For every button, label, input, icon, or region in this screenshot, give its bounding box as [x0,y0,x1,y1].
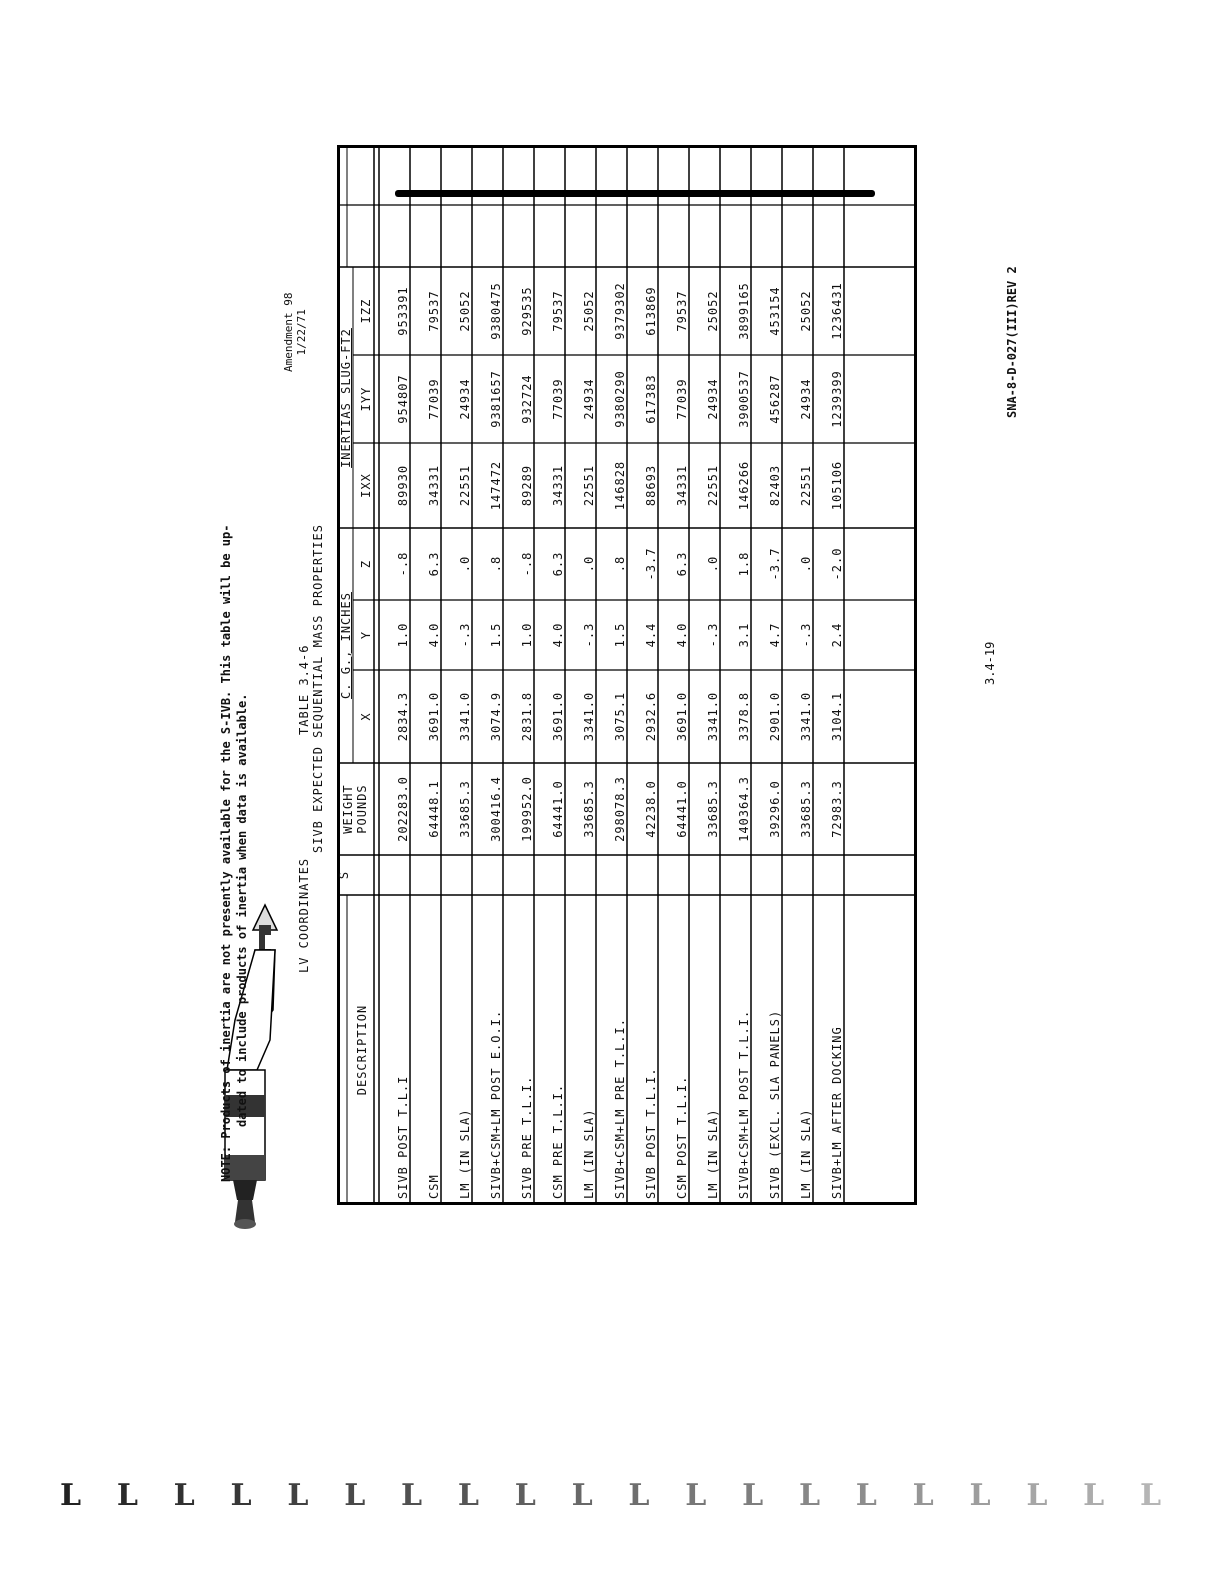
header-s: S [337,870,351,880]
edge-mark: L [173,1478,195,1513]
cell-y: -.3 [582,622,596,648]
header-y: Y [359,630,373,640]
cell-description: CSM [427,1174,441,1199]
cell-description: LM (IN SLA) [799,1108,813,1199]
cell-y: 4.0 [675,622,689,648]
cell-description: SIVB+CSM+LM PRE T.L.I. [613,1018,627,1199]
page-number: 3.4-19 [983,641,997,685]
edge-mark: L [742,1478,764,1513]
cell-weight: 64441.0 [675,780,689,838]
edge-mark: L [116,1478,138,1513]
cell-iyy: 9380290 [613,370,627,428]
cell-weight: 202283.0 [396,776,410,842]
edge-mark: L [685,1478,707,1513]
cell-weight: 300416.4 [489,776,503,842]
edge-mark: L [1140,1478,1162,1513]
cell-ixx: 22551 [799,464,813,507]
header-cg: C. G., INCHES [339,592,353,699]
edge-mark: L [798,1478,821,1513]
cell-x: 2834.3 [396,691,410,742]
cell-z: .8 [489,555,503,573]
bottom-edge-marks [0,1478,1220,1518]
header-weight-2: POUNDS [355,784,369,834]
cell-ixx: 22551 [458,464,472,507]
title-lv-coordinates: LV COORDINATES [297,857,311,973]
edge-mark: L [401,1478,423,1513]
cell-description: SIVB POST T.L.I [396,1075,410,1199]
amendment-block [282,293,308,372]
cell-y: 4.0 [427,622,441,648]
doc-number: SNA-8-D-027(III)REV 2 [1005,266,1019,418]
cell-ixx: 82403 [768,464,782,507]
cell-y: 3.1 [737,622,751,648]
cell-description: SIVB POST T.L.I. [644,1067,658,1199]
cell-description: SIVB PRE T.L.I. [520,1075,534,1199]
cell-ixx: 146828 [613,460,627,511]
cell-y: 1.5 [613,622,627,648]
header-izz: IZZ [359,298,373,324]
cell-z: -3.7 [768,547,782,581]
cell-z: -.8 [396,551,410,577]
cell-y: -.3 [706,622,720,648]
cell-x: 2831.8 [520,691,534,742]
cell-weight: 33685.3 [799,780,813,838]
cell-ixx: 105106 [830,460,844,511]
edge-mark: L [912,1478,934,1513]
cell-description: LM (IN SLA) [582,1108,596,1199]
cell-izz: 25052 [582,290,596,332]
cell-iyy: 24934 [706,378,720,420]
cell-z: .0 [582,555,596,573]
cell-description: CSM POST T.L.I. [675,1075,689,1199]
cell-y: 1.0 [520,622,534,648]
cell-weight: 33685.3 [582,780,596,838]
cell-y: -.3 [799,622,813,648]
cell-x: 3341.0 [799,691,813,742]
cell-z: 1.8 [737,551,751,577]
cell-iyy: 24934 [799,378,813,420]
cell-ixx: 34331 [427,464,441,507]
cell-x: 3104.1 [830,691,844,742]
cell-iyy: 617383 [644,374,658,424]
cell-y: 4.7 [768,622,782,648]
cell-ixx: 89289 [520,464,534,507]
cell-ixx: 88693 [644,464,658,507]
cell-z: 6.3 [427,551,441,577]
table-id: TABLE 3.4-6 [297,644,311,735]
cell-iyy: 77039 [427,378,441,420]
header-z: Z [359,559,373,569]
cell-z: -.8 [520,551,534,577]
cell-izz: 25052 [706,290,720,332]
cell-izz: 79537 [427,290,441,332]
header-inertias: INERTIAS SLUG-FT2 [339,328,353,468]
header-ixx: IXX [359,473,373,498]
cell-iyy: 77039 [551,378,565,420]
edge-mark: L [230,1478,252,1513]
cell-description: LM (IN SLA) [706,1108,720,1199]
note [218,525,250,1182]
cell-y: 4.4 [644,622,658,648]
cell-izz: 613869 [644,286,658,336]
cell-weight: 64441.0 [551,780,565,838]
edge-mark: L [969,1478,991,1513]
edge-mark: L [514,1478,536,1513]
cell-iyy: 954807 [396,374,410,424]
cell-x: 3691.0 [427,691,441,742]
cell-izz: 3899165 [737,282,751,340]
amendment-date: 1/22/71 [295,309,308,356]
cell-izz: 453154 [768,286,782,336]
edge-mark: L [855,1478,877,1513]
edge-mark: L [1026,1478,1048,1513]
cell-x: 2932.6 [644,691,658,742]
cell-y: 1.5 [489,622,503,648]
cell-y: 1.0 [396,622,410,648]
edge-mark: L [344,1478,366,1513]
cell-iyy: 24934 [582,378,596,420]
cell-ixx: 147472 [489,460,503,511]
cell-ixx: 22551 [706,464,720,507]
cell-x: 3378.8 [737,691,751,742]
cell-weight: 42238.0 [644,780,658,838]
cell-description: SIVB+CSM+LM POST E.O.I. [489,1009,503,1199]
cell-izz: 929535 [520,286,534,336]
cell-weight: 33685.3 [706,780,720,838]
cell-weight: 72983.3 [830,780,844,838]
cell-izz: 25052 [458,290,472,332]
cell-izz: 79537 [675,290,689,332]
cell-z: -3.7 [644,547,658,581]
cell-iyy: 456287 [768,374,782,424]
edge-mark: L [1083,1478,1105,1513]
cell-z: 6.3 [675,551,689,577]
cell-izz: 9380475 [489,282,503,340]
cell-weight: 199952.0 [520,776,534,842]
cell-description: CSM PRE T.L.I. [551,1083,565,1199]
cell-x: 3074.9 [489,691,503,742]
cell-izz: 9379302 [613,282,627,340]
note-line-2: dated to include products of inertia when data is available. [235,693,249,1127]
cell-weight: 298078.3 [613,776,627,842]
table-subtitle: SIVB EXPECTED SEQUENTIAL MASS PROPERTIES [311,524,325,853]
cell-iyy: 3900537 [737,370,751,428]
header-x: X [359,712,373,721]
header-iyy: IYY [359,386,373,412]
edge-mark: L [60,1478,82,1513]
cell-x: 3341.0 [458,691,472,742]
cell-ixx: 22551 [582,464,596,507]
cell-weight: 64448.1 [427,780,441,838]
cell-x: 3691.0 [551,691,565,742]
cell-y: 4.0 [551,622,565,648]
cell-iyy: 24934 [458,378,472,420]
cell-description: LM (IN SLA) [458,1108,472,1199]
cell-weight: 33685.3 [458,780,472,838]
cell-izz: 953391 [396,286,410,336]
cell-izz: 25052 [799,290,813,332]
cell-x: 3341.0 [706,691,720,742]
cell-z: .0 [458,555,472,573]
cell-description: SIVB (EXCL. SLA PANELS) [768,1009,782,1199]
edge-mark: L [287,1478,309,1513]
cell-iyy: 1239399 [830,370,844,428]
cell-izz: 79537 [551,290,565,332]
edge-mark: L [628,1478,650,1513]
cell-x: 3691.0 [675,691,689,742]
cell-x: 3075.1 [613,691,627,742]
cell-description: SIVB+LM AFTER DOCKING [830,1026,844,1199]
cell-weight: 39296.0 [768,780,782,838]
header-weight-1: WEIGHT [341,784,355,834]
cell-izz: 1236431 [830,282,844,340]
cell-iyy: 9381657 [489,370,503,428]
note-line-1: NOTE: Products of inertia are not presently available for the S-IVB. This table will be up- [219,524,233,1182]
cell-ixx: 146266 [737,460,751,511]
cell-weight: 140364.3 [737,776,751,842]
cell-iyy: 77039 [675,378,689,420]
cell-z: -2.0 [830,547,844,581]
cell-ixx: 34331 [551,464,565,507]
cell-iyy: 932724 [520,374,534,424]
cell-z: .0 [706,555,720,573]
cell-y: -.3 [458,622,472,648]
amendment-label: Amendment 98 [282,292,295,372]
edge-mark: L [457,1478,479,1513]
edge-mark: L [571,1478,593,1513]
header-description: DESCRIPTION [355,1004,369,1096]
cell-x: 2901.0 [768,691,782,742]
cell-z: .0 [799,555,813,573]
cell-z: 6.3 [551,551,565,577]
cell-ixx: 89930 [396,464,410,507]
cell-z: .8 [613,555,627,573]
cell-description: SIVB+CSM+LM POST T.L.I. [737,1009,751,1199]
cell-ixx: 34331 [675,464,689,507]
cell-x: 3341.0 [582,691,596,742]
cell-y: 2.4 [830,622,844,648]
